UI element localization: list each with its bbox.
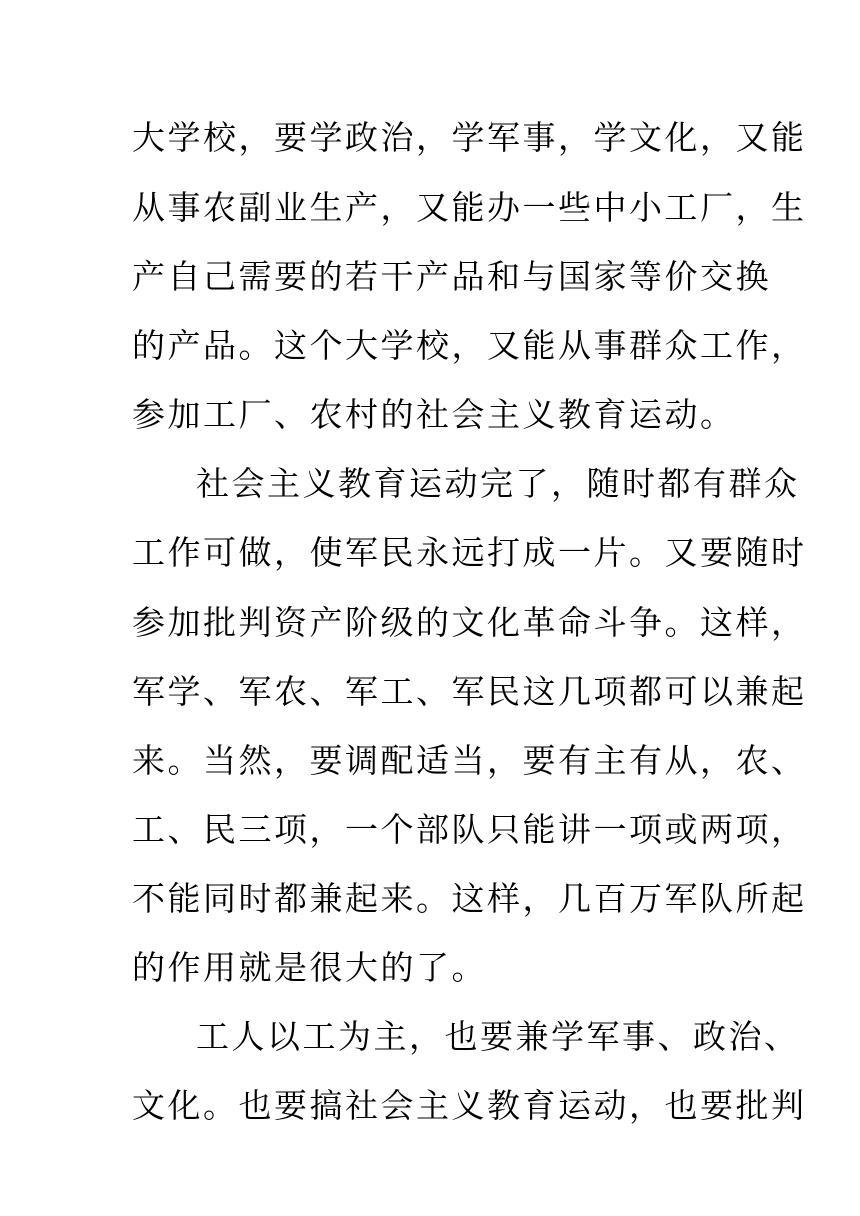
text-line: 从事农副业生产，又能办一些中小工厂，生 — [132, 188, 807, 227]
text-line: 大学校，要学政治，学军事，学文化，又能 — [132, 118, 807, 157]
text-line: 产自己需要的若干产品和与国家等价交换 — [132, 257, 771, 296]
paragraph-start-line: 社会主义教育运动完了，随时都有群众 — [196, 464, 800, 503]
text-line: 来。当然，要调配适当，要有主有从，农、 — [132, 741, 807, 780]
text-line: 文化。也要搞社会主义教育运动，也要批判 — [132, 1086, 807, 1125]
text-line: 参加批判资产阶级的文化革命斗争。这样， — [132, 603, 807, 642]
text-line: 工作可做，使军民永远打成一片。又要随时 — [132, 533, 807, 572]
text-line: 的产品。这个大学校，又能从事群众工作， — [132, 326, 807, 365]
text-line: 军学、军农、军工、军民这几项都可以兼起 — [132, 672, 807, 711]
text-line: 不能同时都兼起来。这样，几百万军队所起 — [132, 879, 807, 918]
text-line: 参加工厂、农村的社会主义教育运动。 — [132, 395, 736, 434]
paragraph-start-line: 工人以工为主，也要兼学军事、政治、 — [196, 1017, 800, 1056]
text-line: 工、民三项，一个部队只能讲一项或两项， — [132, 810, 807, 849]
text-line: 的作用就是很大的了。 — [132, 948, 487, 987]
